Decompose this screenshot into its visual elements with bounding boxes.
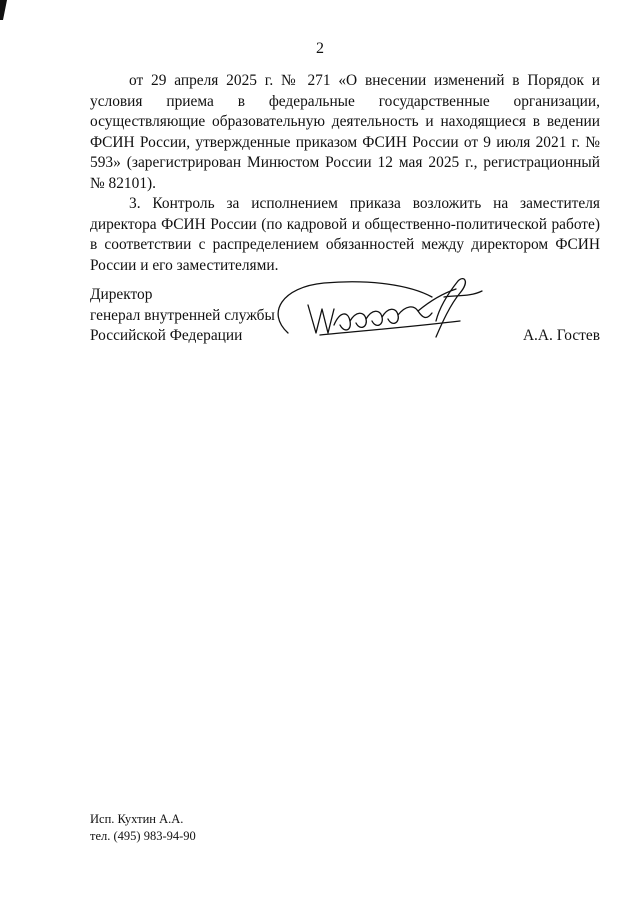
signatory-title-line: Директор xyxy=(90,286,153,303)
executor-name: Исп. Кухтин А.А. xyxy=(90,812,184,826)
scan-corner-mark xyxy=(0,0,8,20)
signatory-title-line: генерал внутренней службы xyxy=(90,306,275,324)
document-body xyxy=(90,71,600,276)
page-number: 2 xyxy=(316,40,324,57)
signatory-name: А.А. Гостев xyxy=(522,327,600,344)
signatory-title-line: Российской Федерации xyxy=(90,327,243,344)
executor-info xyxy=(90,811,196,845)
paragraph-continuation: от 29 апреля 2025 г. № 271 «О внесении изменений в Порядок и условия приема в федеральные государственные организации, осуществляющие образовательную деятельность и находящиеся в ведении ФСИН России, утвержденные приказом ФСИН России от 9 июля 2021 г. № 593» (зарегистрирован Минюстом России 12 мая 2025 г., регистрационный № 82101). xyxy=(90,72,600,192)
handwritten-signature xyxy=(260,275,500,355)
paragraph-item-3: 3. Контроль за исполнением приказа возложить на заместителя директора ФСИН России (по кадровой и общественно-политической работе) в соответствии с распределением обязанностей между директором ФСИН России и его заместителями. xyxy=(90,195,600,274)
signature-block xyxy=(90,285,600,355)
signatory-title xyxy=(90,285,275,347)
executor-phone: тел. (495) 983-94-90 xyxy=(90,829,196,843)
